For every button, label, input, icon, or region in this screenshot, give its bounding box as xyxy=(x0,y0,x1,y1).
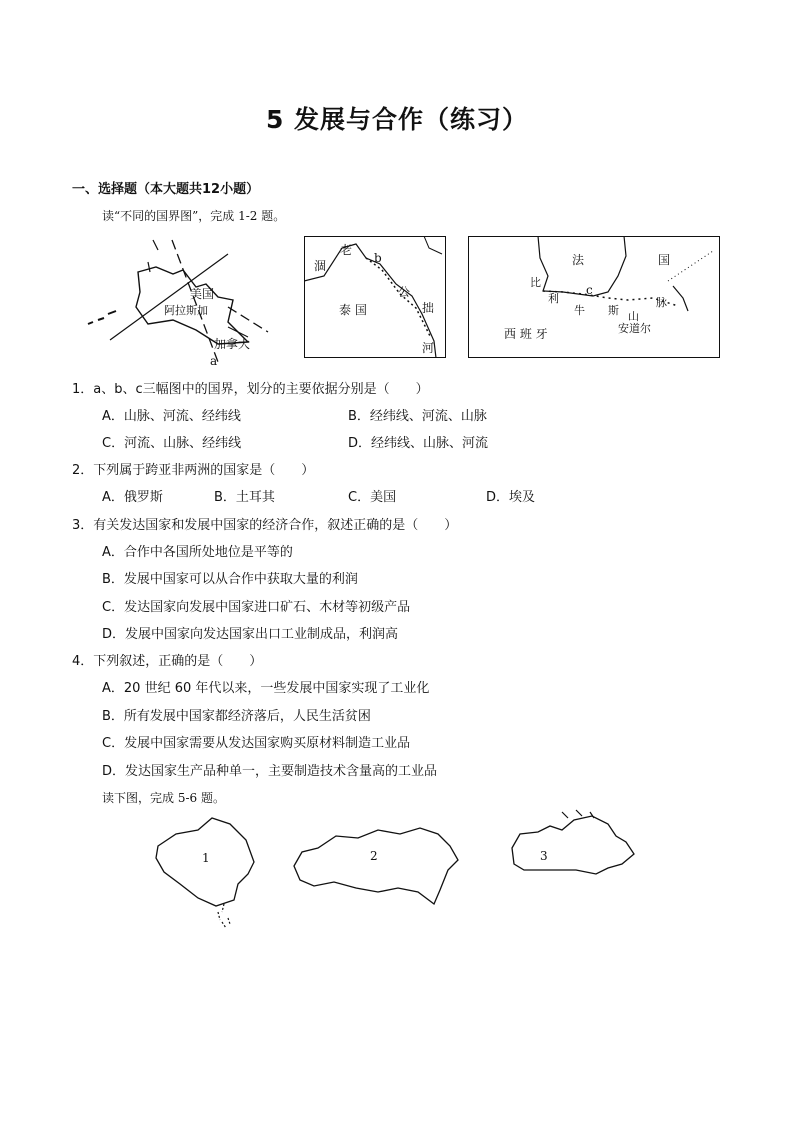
question-1-stem: 1．a、b、c三幅图中的国界，划分的主要依据分别是（ ） xyxy=(72,382,429,397)
map-c-guo-label: 国 xyxy=(658,253,671,267)
map-b-lao-label: 老 xyxy=(340,243,353,257)
map-c-marker: c xyxy=(586,283,593,297)
map-c-andorra-label: 安道尔 xyxy=(618,322,651,335)
question-3-option-a[interactable]: A．合作中各国所处地位是平等的 xyxy=(102,545,293,560)
country-map-1-label: 1 xyxy=(202,851,210,865)
question-1-option-d[interactable]: D．经纬线、山脉、河流 xyxy=(348,436,489,451)
question-4-stem: 4．下列叙述，正确的是（ ） xyxy=(72,654,263,669)
map-b-marker: b xyxy=(374,251,382,265)
map-c-france-label: 法 xyxy=(572,253,585,267)
map-b-laos-thailand-border xyxy=(304,236,446,358)
map-b-he-label: 河 xyxy=(422,341,435,355)
page-title: 5 发展与合作（练习） xyxy=(265,105,529,134)
question-4-option-c[interactable]: C．发展中国家需要从发达国家购买原材料制造工业品 xyxy=(102,736,411,751)
question-1-option-a[interactable]: A．山脉、河流、经纬线 xyxy=(102,409,241,424)
map-a-canada-label: 加拿大 xyxy=(214,337,251,351)
map-a-usa-canada-border xyxy=(78,232,288,368)
map-c-niu-label: 牛 xyxy=(574,304,585,317)
map-c-li-label: 利 xyxy=(548,292,559,305)
country-map-2-russia xyxy=(288,822,466,910)
question-2-stem: 2．下列属于跨亚非两洲的国家是（ ） xyxy=(72,463,315,478)
question-1-option-c[interactable]: C．河流、山脉、经纬线 xyxy=(102,436,242,451)
question-2-option-d[interactable]: D．埃及 xyxy=(486,490,536,505)
map-c-spain-label: 西 班 牙 xyxy=(504,327,548,341)
map-c-mai-label: 脉 xyxy=(656,296,667,309)
intro-text-2: 读下图，完成 5-6 题。 xyxy=(102,791,225,805)
country-map-2-label: 2 xyxy=(370,849,378,863)
map-c-france-spain-border xyxy=(468,236,720,358)
question-2-option-a[interactable]: A．俄罗斯 xyxy=(102,490,163,505)
intro-text-1: 读“不同的国界图”，完成 1-2 题。 xyxy=(102,209,286,223)
country-map-3-label: 3 xyxy=(540,849,548,863)
map-c-shan-label: 山 xyxy=(628,310,639,323)
map-b-gong-label: 公 xyxy=(398,285,411,299)
map-a-alaska-label: 阿拉斯加 xyxy=(164,304,208,317)
country-map-1-china xyxy=(150,812,270,937)
section-heading: 一、选择题（本大题共12小题） xyxy=(72,182,260,197)
map-c-bi-label: 比 xyxy=(530,276,541,289)
map-b-tuo-label: 拙 xyxy=(422,301,435,315)
map-b-wo-label: 涸 xyxy=(314,259,327,273)
map-a-usa-label: 美国 xyxy=(190,287,215,301)
question-3-option-b[interactable]: B．发展中国家可以从合作中获取大量的利润 xyxy=(102,572,358,587)
country-map-3-canada xyxy=(504,808,640,884)
question-2-option-b[interactable]: B．土耳其 xyxy=(214,490,275,505)
question-3-stem: 3．有关发达国家和发展中国家的经济合作，叙述正确的是（ ） xyxy=(72,518,458,533)
map-a-marker: a xyxy=(210,354,218,368)
question-4-option-d[interactable]: D．发达国家生产品种单一，主要制造技术含量高的工业品 xyxy=(102,764,438,779)
question-2-option-c[interactable]: C．美国 xyxy=(348,490,397,505)
map-c-si-label: 斯 xyxy=(608,304,619,317)
question-3-option-c[interactable]: C．发达国家向发展中国家进口矿石、木材等初级产品 xyxy=(102,600,411,615)
question-4-option-b[interactable]: B．所有发展中国家都经济落后，人民生活贫困 xyxy=(102,709,371,724)
question-1-option-b[interactable]: B．经纬线、河流、山脉 xyxy=(348,409,487,424)
map-b-thailand-label: 泰 国 xyxy=(339,303,367,317)
question-4-option-a[interactable]: A．20 世纪 60 年代以来，一些发展中国家实现了工业化 xyxy=(102,681,430,696)
question-3-option-d[interactable]: D．发展中国家向发达国家出口工业制成品，利润高 xyxy=(102,627,399,642)
